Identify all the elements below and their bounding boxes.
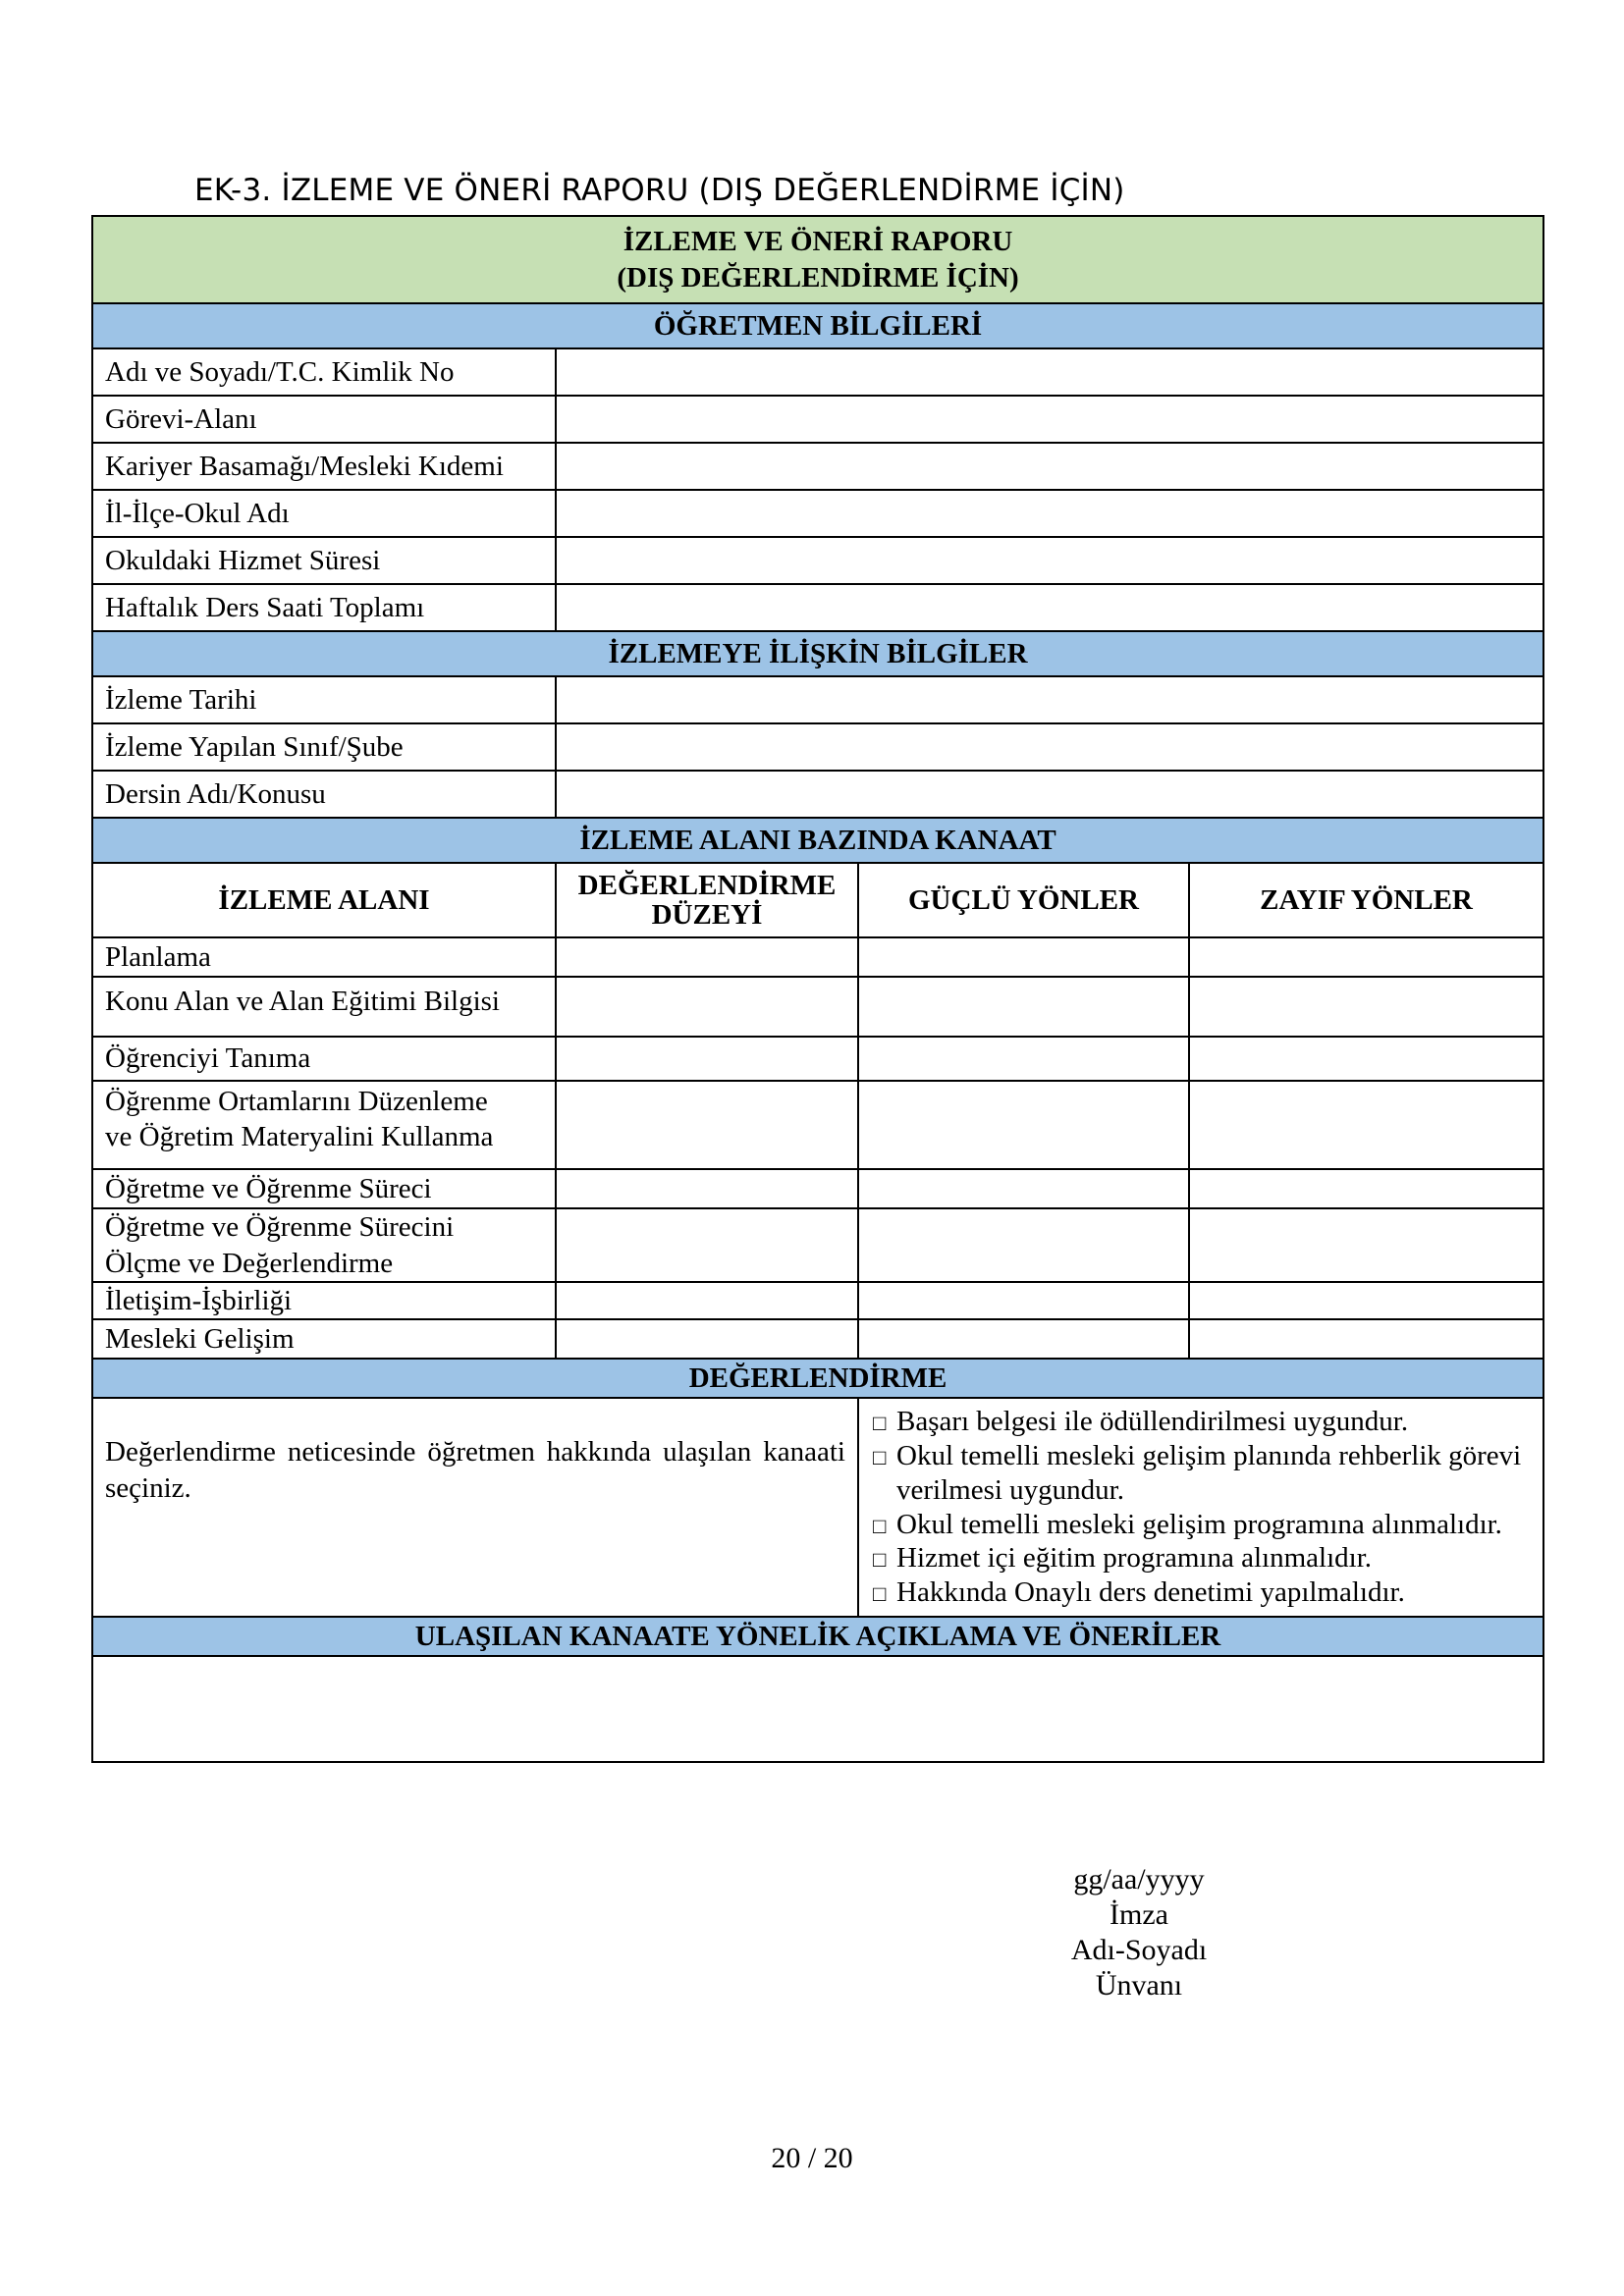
area-row bbox=[92, 1208, 1543, 1282]
monitoring-field-label: İzleme Tarihi bbox=[92, 676, 556, 723]
area-row bbox=[92, 1319, 1543, 1359]
teacher-field-label: Görevi-Alanı bbox=[92, 396, 556, 443]
teacher-row bbox=[92, 584, 1543, 631]
explanation-text-area[interactable] bbox=[92, 1656, 1543, 1762]
teacher-field-value[interactable] bbox=[556, 348, 1543, 396]
section-teacher-info: ÖĞRETMEN BİLGİLERİ bbox=[92, 303, 1543, 348]
option-item[interactable] bbox=[873, 1508, 1531, 1542]
checkbox-icon[interactable]: □ bbox=[873, 1445, 887, 1470]
column-header-level-line2: DÜZEYİ bbox=[651, 899, 763, 931]
option-item[interactable] bbox=[873, 1541, 1531, 1575]
report-form bbox=[91, 215, 1544, 1763]
area-name bbox=[92, 977, 556, 1037]
area-name bbox=[92, 1208, 556, 1282]
option-item[interactable] bbox=[873, 1575, 1531, 1610]
area-row bbox=[92, 1037, 1543, 1081]
monitoring-field-label: İzleme Yapılan Sınıf/Şube bbox=[92, 723, 556, 771]
teacher-field-label: Okuldaki Hizmet Süresi bbox=[92, 537, 556, 584]
teacher-row bbox=[92, 490, 1543, 537]
area-name-line1: Öğretme ve Öğrenme Süreci bbox=[105, 1172, 432, 1204]
checkbox-icon[interactable]: □ bbox=[873, 1513, 887, 1538]
area-name bbox=[92, 1319, 556, 1359]
area-name-line1: Öğrenciyi Tanıma bbox=[105, 1042, 311, 1075]
checkbox-icon[interactable]: □ bbox=[873, 1581, 887, 1607]
column-header-weaknesses: ZAYIF YÖNLER bbox=[1189, 863, 1543, 937]
area-column-headers bbox=[92, 863, 1543, 937]
document-heading: EK-3. İZLEME VE ÖNERİ RAPORU (DIŞ DEĞERLENDİRME İÇİN) bbox=[194, 173, 1125, 208]
area-level-cell[interactable] bbox=[556, 1282, 858, 1319]
column-header-area: İZLEME ALANI bbox=[92, 863, 556, 937]
evaluation-prompt: Değerlendirme neticesinde öğretmen hakkında ulaşılan kanaati seçiniz. bbox=[92, 1398, 858, 1617]
area-name bbox=[92, 937, 556, 977]
teacher-row bbox=[92, 396, 1543, 443]
area-name-line2: ve Öğretim Materyalini Kullanma bbox=[105, 1121, 494, 1153]
area-weaknesses-cell[interactable] bbox=[1189, 1169, 1543, 1208]
area-name-line1: Öğrenme Ortamlarını Düzenleme bbox=[105, 1086, 488, 1117]
area-weaknesses-cell[interactable] bbox=[1189, 1081, 1543, 1169]
area-strengths-cell[interactable] bbox=[858, 1319, 1189, 1359]
area-strengths-cell[interactable] bbox=[858, 1081, 1189, 1169]
evaluation-options bbox=[858, 1398, 1543, 1617]
form-title bbox=[92, 216, 1543, 303]
area-name-line1: Planlama bbox=[105, 940, 211, 973]
option-item[interactable] bbox=[873, 1439, 1531, 1508]
area-level-cell[interactable] bbox=[556, 1319, 858, 1359]
teacher-row bbox=[92, 443, 1543, 490]
area-strengths-cell[interactable] bbox=[858, 977, 1189, 1037]
area-row bbox=[92, 977, 1543, 1037]
area-level-cell[interactable] bbox=[556, 937, 858, 977]
checkbox-icon[interactable]: □ bbox=[873, 1547, 887, 1573]
teacher-field-value[interactable] bbox=[556, 584, 1543, 631]
monitoring-row bbox=[92, 771, 1543, 818]
teacher-row bbox=[92, 348, 1543, 396]
area-name bbox=[92, 1081, 556, 1169]
monitoring-field-value[interactable] bbox=[556, 676, 1543, 723]
teacher-field-value[interactable] bbox=[556, 443, 1543, 490]
page-number: 20 / 20 bbox=[771, 2142, 853, 2174]
area-level-cell[interactable] bbox=[556, 1081, 858, 1169]
signature-date: gg/aa/yyyy bbox=[1073, 1863, 1205, 1896]
signature-sign: İmza bbox=[1110, 1898, 1168, 1931]
teacher-field-label: Kariyer Basamağı/Mesleki Kıdemi bbox=[92, 443, 556, 490]
option-label: Başarı belgesi ile ödüllendirilmesi uygundur. bbox=[896, 1406, 1409, 1438]
teacher-field-label: Adı ve Soyadı/T.C. Kimlik No bbox=[92, 348, 556, 396]
area-name-line1: Öğretme ve Öğrenme Sürecini bbox=[105, 1211, 455, 1244]
form-title-line1: İZLEME VE ÖNERİ RAPORU bbox=[623, 226, 1013, 258]
evaluation-row bbox=[92, 1398, 1543, 1617]
area-row bbox=[92, 937, 1543, 977]
option-label: Okul temelli mesleki gelişim planında rehberlik görevi bbox=[896, 1440, 1522, 1472]
teacher-field-value[interactable] bbox=[556, 537, 1543, 584]
form-title-row bbox=[92, 216, 1543, 303]
monitoring-field-label: Dersin Adı/Konusu bbox=[92, 771, 556, 818]
area-weaknesses-cell[interactable] bbox=[1189, 1037, 1543, 1081]
monitoring-field-value[interactable] bbox=[556, 723, 1543, 771]
monitoring-row bbox=[92, 723, 1543, 771]
signature-block bbox=[982, 1862, 1296, 2003]
option-label-cont: verilmesi uygundur. bbox=[896, 1473, 1124, 1506]
area-weaknesses-cell[interactable] bbox=[1189, 977, 1543, 1037]
teacher-field-label: İl-İlçe-Okul Adı bbox=[92, 490, 556, 537]
area-strengths-cell[interactable] bbox=[858, 1282, 1189, 1319]
area-row bbox=[92, 1081, 1543, 1169]
teacher-field-value[interactable] bbox=[556, 396, 1543, 443]
column-header-strengths: GÜÇLÜ YÖNLER bbox=[858, 863, 1189, 937]
area-row bbox=[92, 1169, 1543, 1208]
section-evaluation: DEĞERLENDİRME bbox=[92, 1359, 1543, 1398]
area-weaknesses-cell[interactable] bbox=[1189, 1319, 1543, 1359]
area-name bbox=[92, 1037, 556, 1081]
area-name bbox=[92, 1169, 556, 1208]
section-monitoring-info: İZLEMEYE İLİŞKİN BİLGİLER bbox=[92, 631, 1543, 676]
area-level-cell[interactable] bbox=[556, 1037, 858, 1081]
area-name-line1: Konu Alan ve Alan Eğitimi Bilgisi bbox=[105, 986, 500, 1017]
area-weaknesses-cell[interactable] bbox=[1189, 1208, 1543, 1282]
area-strengths-cell[interactable] bbox=[858, 937, 1189, 977]
area-row bbox=[92, 1282, 1543, 1319]
monitoring-field-value[interactable] bbox=[556, 771, 1543, 818]
checkbox-icon[interactable]: □ bbox=[873, 1411, 887, 1436]
teacher-field-value[interactable] bbox=[556, 490, 1543, 537]
area-level-cell[interactable] bbox=[556, 1169, 858, 1208]
area-level-cell[interactable] bbox=[556, 1208, 858, 1282]
teacher-field-label: Haftalık Ders Saati Toplamı bbox=[92, 584, 556, 631]
option-item[interactable] bbox=[873, 1405, 1531, 1439]
area-name-line1: İletişim-İşbirliği bbox=[105, 1285, 293, 1316]
section-explanation: ULAŞILAN KANAATE YÖNELİK AÇIKLAMA VE ÖNERİLER bbox=[92, 1617, 1543, 1656]
area-strengths-cell[interactable] bbox=[858, 1169, 1189, 1208]
column-header-level bbox=[556, 863, 858, 937]
option-label: Hakkında Onaylı ders denetimi yapılmalıdır. bbox=[896, 1576, 1405, 1609]
option-label: Hizmet içi eğitim programına alınmalıdır. bbox=[896, 1542, 1373, 1575]
area-weaknesses-cell[interactable] bbox=[1189, 1282, 1543, 1319]
monitoring-row bbox=[92, 676, 1543, 723]
area-name bbox=[92, 1282, 556, 1319]
area-strengths-cell[interactable] bbox=[858, 1037, 1189, 1081]
area-name-line1: Mesleki Gelişim bbox=[105, 1323, 295, 1356]
signature-title: Ünvanı bbox=[1095, 1969, 1183, 2002]
form-title-line2: (DIŞ DEĞERLENDİRME İÇİN) bbox=[617, 261, 1019, 294]
option-label: Okul temelli mesleki gelişim programına alınmalıdır. bbox=[896, 1508, 1502, 1540]
area-level-cell[interactable] bbox=[556, 977, 858, 1037]
section-area-opinion: İZLEME ALANI BAZINDA KANAAT bbox=[92, 818, 1543, 863]
area-name-line2: Ölçme ve Değerlendirme bbox=[105, 1247, 394, 1279]
area-weaknesses-cell[interactable] bbox=[1189, 937, 1543, 977]
column-header-level-line1: DEĞERLENDİRME bbox=[577, 869, 837, 901]
signature-name: Adı-Soyadı bbox=[1070, 1934, 1208, 1966]
area-strengths-cell[interactable] bbox=[858, 1208, 1189, 1282]
teacher-row bbox=[92, 537, 1543, 584]
